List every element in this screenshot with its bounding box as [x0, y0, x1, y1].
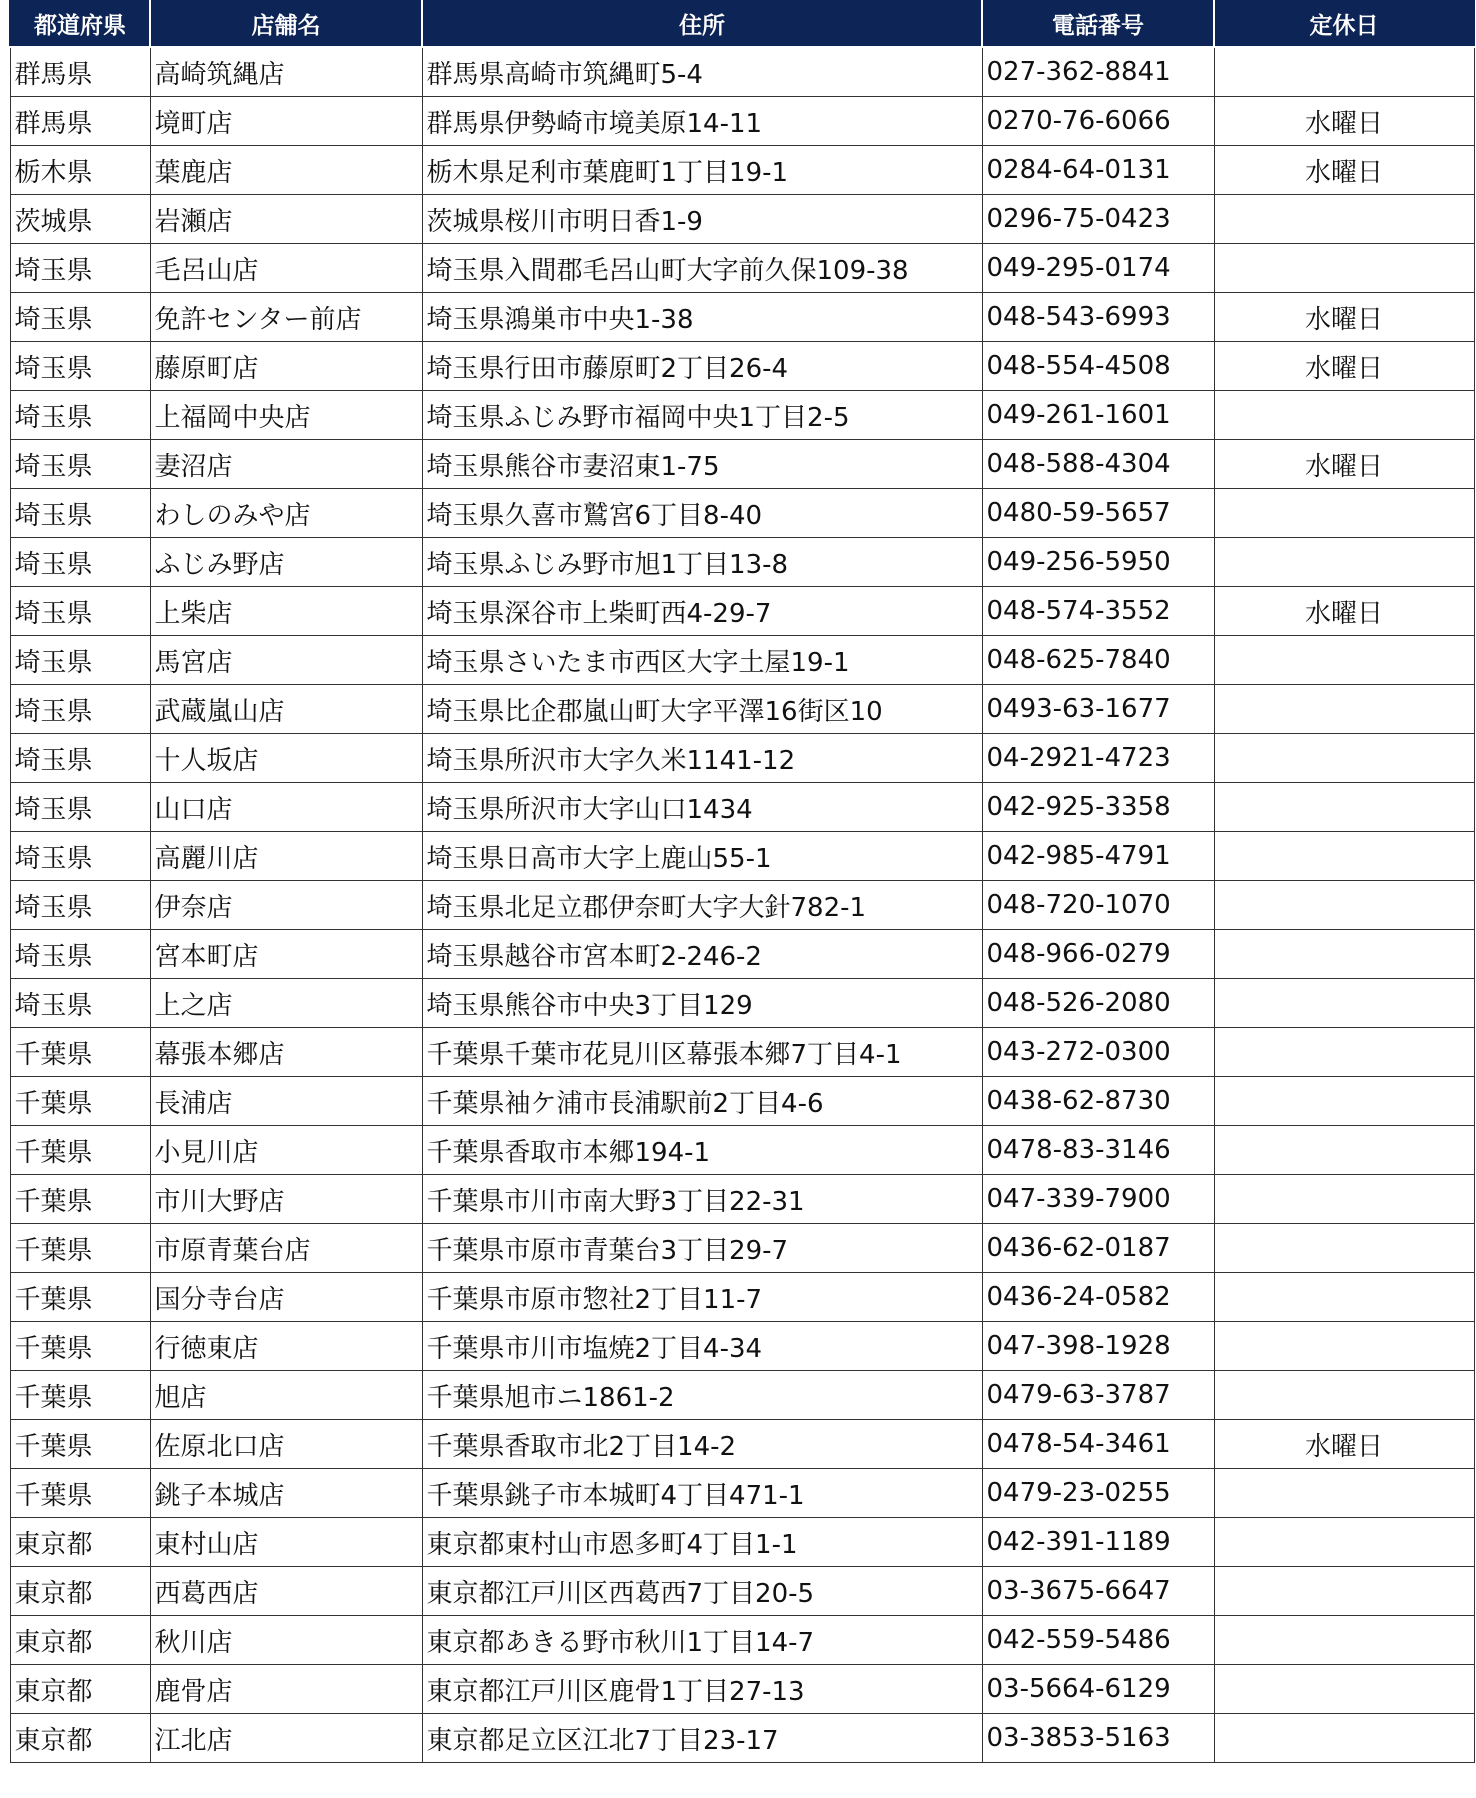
header-address: 住所 [422, 0, 982, 47]
table-row [10, 1126, 1474, 1175]
cell-address: 埼玉県さいたま市西区大字土屋19-1 [422, 636, 982, 685]
table-row [10, 1175, 1474, 1224]
cell-holiday [1214, 1077, 1474, 1126]
table-row [10, 1028, 1474, 1077]
cell-holiday [1214, 489, 1474, 538]
cell-address: 千葉県市川市南大野3丁目22-31 [422, 1175, 982, 1224]
cell-prefecture: 埼玉県 [10, 538, 150, 587]
cell-phone: 043-272-0300 [982, 1028, 1214, 1077]
table-row [10, 391, 1474, 440]
table-row [10, 1371, 1474, 1420]
cell-prefecture: 東京都 [10, 1518, 150, 1567]
cell-prefecture: 埼玉県 [10, 881, 150, 930]
cell-phone: 048-554-4508 [982, 342, 1214, 391]
cell-prefecture: 埼玉県 [10, 685, 150, 734]
cell-prefecture: 千葉県 [10, 1273, 150, 1322]
table-row [10, 734, 1474, 783]
cell-store-name: 行徳東店 [150, 1322, 422, 1371]
cell-phone: 048-574-3552 [982, 587, 1214, 636]
cell-phone: 0478-83-3146 [982, 1126, 1214, 1175]
table-row [10, 489, 1474, 538]
cell-holiday [1214, 783, 1474, 832]
table-row [10, 538, 1474, 587]
cell-prefecture: 千葉県 [10, 1420, 150, 1469]
cell-prefecture: 千葉県 [10, 1077, 150, 1126]
cell-phone: 048-625-7840 [982, 636, 1214, 685]
cell-prefecture: 埼玉県 [10, 930, 150, 979]
cell-store-name: 上福岡中央店 [150, 391, 422, 440]
table-row [10, 1469, 1474, 1518]
cell-holiday [1214, 1469, 1474, 1518]
table-row [10, 440, 1474, 489]
cell-phone: 042-391-1189 [982, 1518, 1214, 1567]
header-holiday: 定休日 [1214, 0, 1474, 47]
cell-address: 群馬県高崎市筑縄町5-4 [422, 47, 982, 97]
cell-address: 埼玉県鴻巣市中央1-38 [422, 293, 982, 342]
cell-store-name: 銚子本城店 [150, 1469, 422, 1518]
table-row [10, 1714, 1474, 1763]
table-row [10, 1077, 1474, 1126]
table-row [10, 342, 1474, 391]
table-body [10, 47, 1474, 1763]
cell-store-name: 鹿骨店 [150, 1665, 422, 1714]
cell-holiday [1214, 1714, 1474, 1763]
cell-prefecture: 千葉県 [10, 1028, 150, 1077]
cell-holiday [1214, 391, 1474, 440]
cell-phone: 0296-75-0423 [982, 195, 1214, 244]
cell-store-name: 岩瀬店 [150, 195, 422, 244]
cell-phone: 049-256-5950 [982, 538, 1214, 587]
cell-address: 埼玉県熊谷市中央3丁目129 [422, 979, 982, 1028]
table-row [10, 685, 1474, 734]
table-row [10, 783, 1474, 832]
cell-holiday: 水曜日 [1214, 97, 1474, 146]
cell-prefecture: 千葉県 [10, 1322, 150, 1371]
cell-phone: 03-3853-5163 [982, 1714, 1214, 1763]
header-prefecture: 都道府県 [10, 0, 150, 47]
cell-store-name: 小見川店 [150, 1126, 422, 1175]
cell-address: 千葉県市川市塩焼2丁目4-34 [422, 1322, 982, 1371]
cell-store-name: 佐原北口店 [150, 1420, 422, 1469]
cell-phone: 03-3675-6647 [982, 1567, 1214, 1616]
cell-address: 埼玉県ふじみ野市旭1丁目13-8 [422, 538, 982, 587]
cell-phone: 042-985-4791 [982, 832, 1214, 881]
cell-store-name: 伊奈店 [150, 881, 422, 930]
cell-store-name: 旭店 [150, 1371, 422, 1420]
cell-holiday [1214, 636, 1474, 685]
cell-address: 東京都足立区江北7丁目23-17 [422, 1714, 982, 1763]
cell-address: 茨城県桜川市明日香1-9 [422, 195, 982, 244]
cell-store-name: 高崎筑縄店 [150, 47, 422, 97]
header-row [10, 0, 1474, 47]
table-row [10, 97, 1474, 146]
cell-phone: 0478-54-3461 [982, 1420, 1214, 1469]
cell-prefecture: 埼玉県 [10, 734, 150, 783]
table-row [10, 979, 1474, 1028]
cell-store-name: 境町店 [150, 97, 422, 146]
cell-address: 埼玉県北足立郡伊奈町大字大針782-1 [422, 881, 982, 930]
cell-holiday [1214, 685, 1474, 734]
table-row [10, 1322, 1474, 1371]
table-row [10, 244, 1474, 293]
cell-holiday [1214, 1616, 1474, 1665]
cell-store-name: 秋川店 [150, 1616, 422, 1665]
cell-address: 千葉県香取市北2丁目14-2 [422, 1420, 982, 1469]
table-row [10, 47, 1474, 97]
cell-phone: 048-966-0279 [982, 930, 1214, 979]
cell-phone: 048-543-6993 [982, 293, 1214, 342]
cell-holiday [1214, 1224, 1474, 1273]
cell-holiday [1214, 832, 1474, 881]
cell-phone: 027-362-8841 [982, 47, 1214, 97]
cell-phone: 048-526-2080 [982, 979, 1214, 1028]
cell-holiday [1214, 538, 1474, 587]
cell-store-name: 山口店 [150, 783, 422, 832]
table-row [10, 1567, 1474, 1616]
table-row [10, 832, 1474, 881]
cell-address: 埼玉県深谷市上柴町西4-29-7 [422, 587, 982, 636]
cell-holiday [1214, 1126, 1474, 1175]
cell-phone: 03-5664-6129 [982, 1665, 1214, 1714]
table-row [10, 195, 1474, 244]
cell-address: 群馬県伊勢崎市境美原14-11 [422, 97, 982, 146]
cell-store-name: 葉鹿店 [150, 146, 422, 195]
cell-holiday: 水曜日 [1214, 440, 1474, 489]
cell-address: 千葉県銚子市本城町4丁目471-1 [422, 1469, 982, 1518]
cell-store-name: 藤原町店 [150, 342, 422, 391]
cell-address: 埼玉県ふじみ野市福岡中央1丁目2-5 [422, 391, 982, 440]
store-list-container [9, 0, 1473, 1763]
cell-address: 千葉県市原市青葉台3丁目29-7 [422, 1224, 982, 1273]
store-list-table [9, 0, 1475, 1763]
cell-holiday [1214, 1322, 1474, 1371]
cell-holiday: 水曜日 [1214, 146, 1474, 195]
cell-store-name: わしのみや店 [150, 489, 422, 538]
cell-phone: 0480-59-5657 [982, 489, 1214, 538]
cell-holiday [1214, 1518, 1474, 1567]
cell-holiday [1214, 1175, 1474, 1224]
cell-store-name: 上柴店 [150, 587, 422, 636]
cell-store-name: 上之店 [150, 979, 422, 1028]
cell-address: 埼玉県越谷市宮本町2-246-2 [422, 930, 982, 979]
cell-prefecture: 千葉県 [10, 1175, 150, 1224]
cell-address: 埼玉県所沢市大字山口1434 [422, 783, 982, 832]
table-row [10, 930, 1474, 979]
table-row [10, 146, 1474, 195]
cell-store-name: 武蔵嵐山店 [150, 685, 422, 734]
table-header [10, 0, 1474, 47]
cell-phone: 0438-62-8730 [982, 1077, 1214, 1126]
cell-prefecture: 東京都 [10, 1714, 150, 1763]
cell-store-name: 市原青葉台店 [150, 1224, 422, 1273]
cell-phone: 0284-64-0131 [982, 146, 1214, 195]
cell-store-name: 宮本町店 [150, 930, 422, 979]
cell-address: 千葉県千葉市花見川区幕張本郷7丁目4-1 [422, 1028, 982, 1077]
cell-store-name: 国分寺台店 [150, 1273, 422, 1322]
table-row [10, 881, 1474, 930]
cell-address: 千葉県市原市惣社2丁目11-7 [422, 1273, 982, 1322]
cell-phone: 048-720-1070 [982, 881, 1214, 930]
cell-prefecture: 埼玉県 [10, 832, 150, 881]
cell-holiday [1214, 734, 1474, 783]
cell-address: 埼玉県日高市大字上鹿山55-1 [422, 832, 982, 881]
cell-prefecture: 埼玉県 [10, 244, 150, 293]
cell-holiday [1214, 1567, 1474, 1616]
cell-phone: 049-295-0174 [982, 244, 1214, 293]
cell-phone: 042-925-3358 [982, 783, 1214, 832]
cell-prefecture: 東京都 [10, 1567, 150, 1616]
cell-prefecture: 埼玉県 [10, 979, 150, 1028]
cell-address: 東京都あきる野市秋川1丁目14-7 [422, 1616, 982, 1665]
cell-prefecture: 埼玉県 [10, 489, 150, 538]
table-row [10, 1273, 1474, 1322]
cell-phone: 048-588-4304 [982, 440, 1214, 489]
cell-store-name: 幕張本郷店 [150, 1028, 422, 1077]
cell-address: 埼玉県行田市藤原町2丁目26-4 [422, 342, 982, 391]
cell-prefecture: 千葉県 [10, 1469, 150, 1518]
cell-holiday [1214, 881, 1474, 930]
cell-holiday: 水曜日 [1214, 1420, 1474, 1469]
cell-phone: 047-339-7900 [982, 1175, 1214, 1224]
cell-address: 東京都江戸川区鹿骨1丁目27-13 [422, 1665, 982, 1714]
cell-prefecture: 埼玉県 [10, 440, 150, 489]
cell-address: 埼玉県熊谷市妻沼東1-75 [422, 440, 982, 489]
cell-holiday [1214, 195, 1474, 244]
cell-store-name: 妻沼店 [150, 440, 422, 489]
cell-store-name: 十人坂店 [150, 734, 422, 783]
cell-address: 埼玉県入間郡毛呂山町大字前久保109-38 [422, 244, 982, 293]
table-row [10, 1665, 1474, 1714]
cell-holiday: 水曜日 [1214, 342, 1474, 391]
header-store-name: 店舗名 [150, 0, 422, 47]
cell-store-name: 西葛西店 [150, 1567, 422, 1616]
cell-holiday [1214, 979, 1474, 1028]
cell-prefecture: 埼玉県 [10, 636, 150, 685]
cell-address: 埼玉県比企郡嵐山町大字平澤16街区10 [422, 685, 982, 734]
cell-prefecture: 埼玉県 [10, 342, 150, 391]
cell-holiday [1214, 244, 1474, 293]
cell-address: 千葉県旭市ニ1861-2 [422, 1371, 982, 1420]
table-row [10, 587, 1474, 636]
cell-holiday [1214, 1273, 1474, 1322]
table-row [10, 1616, 1474, 1665]
cell-store-name: 市川大野店 [150, 1175, 422, 1224]
cell-phone: 0493-63-1677 [982, 685, 1214, 734]
cell-holiday [1214, 1028, 1474, 1077]
cell-holiday: 水曜日 [1214, 293, 1474, 342]
cell-phone: 0436-62-0187 [982, 1224, 1214, 1273]
cell-address: 千葉県香取市本郷194-1 [422, 1126, 982, 1175]
cell-prefecture: 埼玉県 [10, 391, 150, 440]
cell-prefecture: 千葉県 [10, 1371, 150, 1420]
cell-holiday: 水曜日 [1214, 587, 1474, 636]
cell-phone: 0479-23-0255 [982, 1469, 1214, 1518]
header-phone: 電話番号 [982, 0, 1214, 47]
cell-address: 東京都東村山市恩多町4丁目1-1 [422, 1518, 982, 1567]
cell-store-name: 東村山店 [150, 1518, 422, 1567]
cell-store-name: 長浦店 [150, 1077, 422, 1126]
cell-prefecture: 東京都 [10, 1665, 150, 1714]
cell-phone: 042-559-5486 [982, 1616, 1214, 1665]
cell-store-name: 江北店 [150, 1714, 422, 1763]
cell-prefecture: 埼玉県 [10, 587, 150, 636]
cell-phone: 0270-76-6066 [982, 97, 1214, 146]
cell-holiday [1214, 47, 1474, 97]
cell-phone: 0479-63-3787 [982, 1371, 1214, 1420]
table-row [10, 293, 1474, 342]
cell-holiday [1214, 930, 1474, 979]
cell-holiday [1214, 1665, 1474, 1714]
cell-phone: 047-398-1928 [982, 1322, 1214, 1371]
cell-phone: 049-261-1601 [982, 391, 1214, 440]
cell-prefecture: 埼玉県 [10, 293, 150, 342]
cell-phone: 04-2921-4723 [982, 734, 1214, 783]
cell-address: 埼玉県久喜市鷲宮6丁目8-40 [422, 489, 982, 538]
table-row [10, 1420, 1474, 1469]
table-row [10, 636, 1474, 685]
cell-phone: 0436-24-0582 [982, 1273, 1214, 1322]
cell-prefecture: 千葉県 [10, 1224, 150, 1273]
cell-store-name: 免許センター前店 [150, 293, 422, 342]
cell-prefecture: 群馬県 [10, 47, 150, 97]
cell-address: 東京都江戸川区西葛西7丁目20-5 [422, 1567, 982, 1616]
cell-holiday [1214, 1371, 1474, 1420]
cell-prefecture: 埼玉県 [10, 783, 150, 832]
cell-prefecture: 茨城県 [10, 195, 150, 244]
cell-prefecture: 東京都 [10, 1616, 150, 1665]
cell-address: 千葉県袖ケ浦市長浦駅前2丁目4-6 [422, 1077, 982, 1126]
cell-prefecture: 群馬県 [10, 97, 150, 146]
cell-store-name: 毛呂山店 [150, 244, 422, 293]
table-row [10, 1224, 1474, 1273]
cell-prefecture: 栃木県 [10, 146, 150, 195]
cell-address: 栃木県足利市葉鹿町1丁目19-1 [422, 146, 982, 195]
cell-store-name: 馬宮店 [150, 636, 422, 685]
cell-store-name: ふじみ野店 [150, 538, 422, 587]
cell-store-name: 高麗川店 [150, 832, 422, 881]
cell-address: 埼玉県所沢市大字久米1141-12 [422, 734, 982, 783]
cell-prefecture: 千葉県 [10, 1126, 150, 1175]
table-row [10, 1518, 1474, 1567]
